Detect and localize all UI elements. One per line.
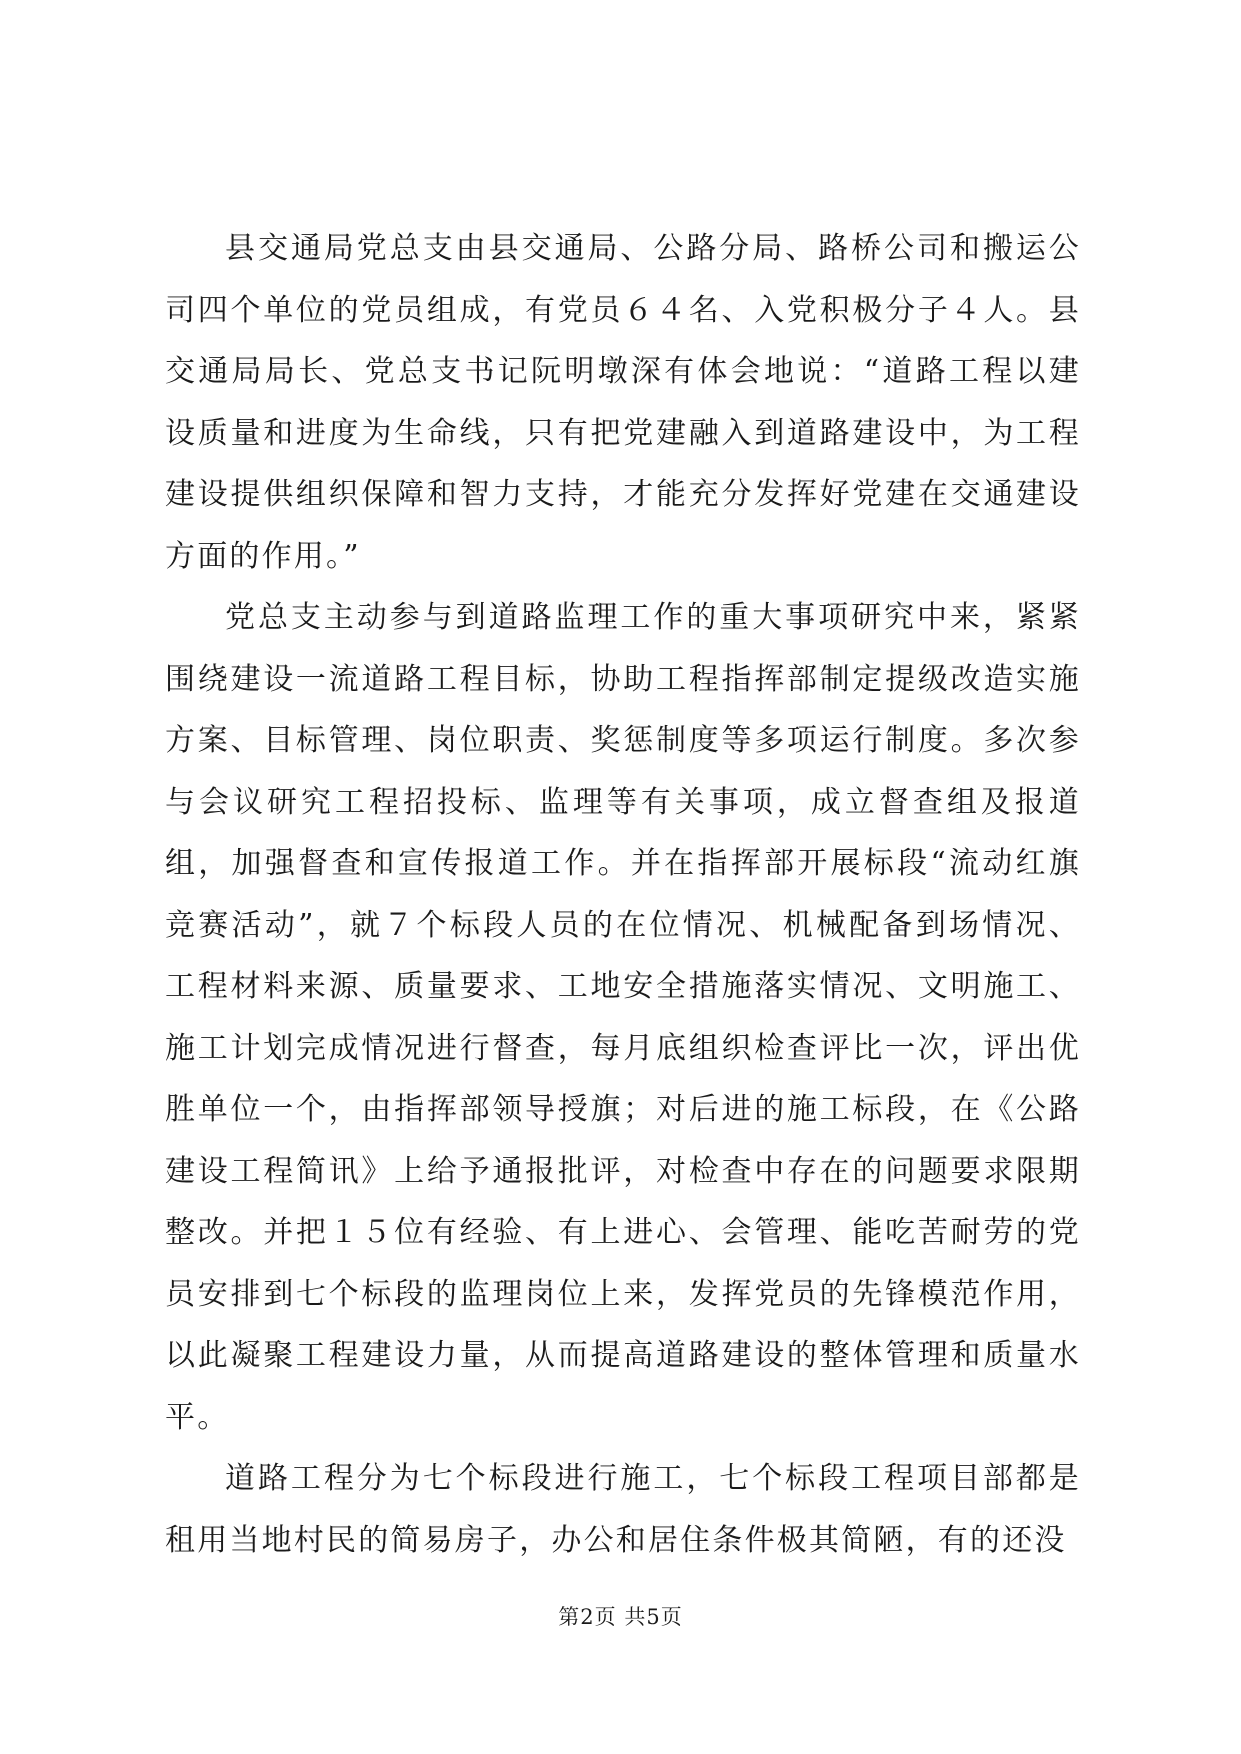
- paragraph-1: 县交通局党总支由县交通局、公路分局、路桥公司和搬运公司四个单位的党员组成，有党员６４名、入党积极分子４人。县交通局局长、党总支书记阮明墩深有体会地说：“道路工程以建设质量和进度为生命线，只有把党建融入到道路建设中，为工程建设提供组织保障和智力支持，才能充分发挥好党建在交通建设方面的作用。”: [165, 231, 1081, 574]
- page-number-footer: 第2页 共5页: [558, 1605, 683, 1629]
- document-body: [165, 218, 1081, 1571]
- paragraph-3: 道路工程分为七个标段进行施工，七个标段工程项目部都是租用当地村民的简易房子，办公和居住条件极其简陋，有的还没: [165, 1461, 1081, 1558]
- paragraph-2: 党总支主动参与到道路监理工作的重大事项研究中来，紧紧围绕建设一流道路工程目标，协助工程指挥部制定提级改造实施方案、目标管理、岗位职责、奖惩制度等多项运行制度。多次参与会议研究工程招投标、监理等有关事项，成立督查组及报道组，加强督查和宣传报道工作。并在指挥部开展标段“流动红旗竞赛活动”，就７个标段人员的在位情况、机械配备到场情况、工程材料来源、质量要求、工地安全措施落实情况、文明施工、施工计划完成情况进行督查，每月底组织检查评比一次，评出优胜单位一个，由指挥部领导授旗；对后进的施工标段，在《公路建设工程简讯》上给予通报批评，对检查中存在的问题要求限期整改。并把１５位有经验、有上进心、会管理、能吃苦耐劳的党员安排到七个标段的监理岗位上来，发挥党员的先锋模范作用，以此凝聚工程建设力量，从而提高道路建设的整体管理和质量水平。: [165, 600, 1081, 1435]
